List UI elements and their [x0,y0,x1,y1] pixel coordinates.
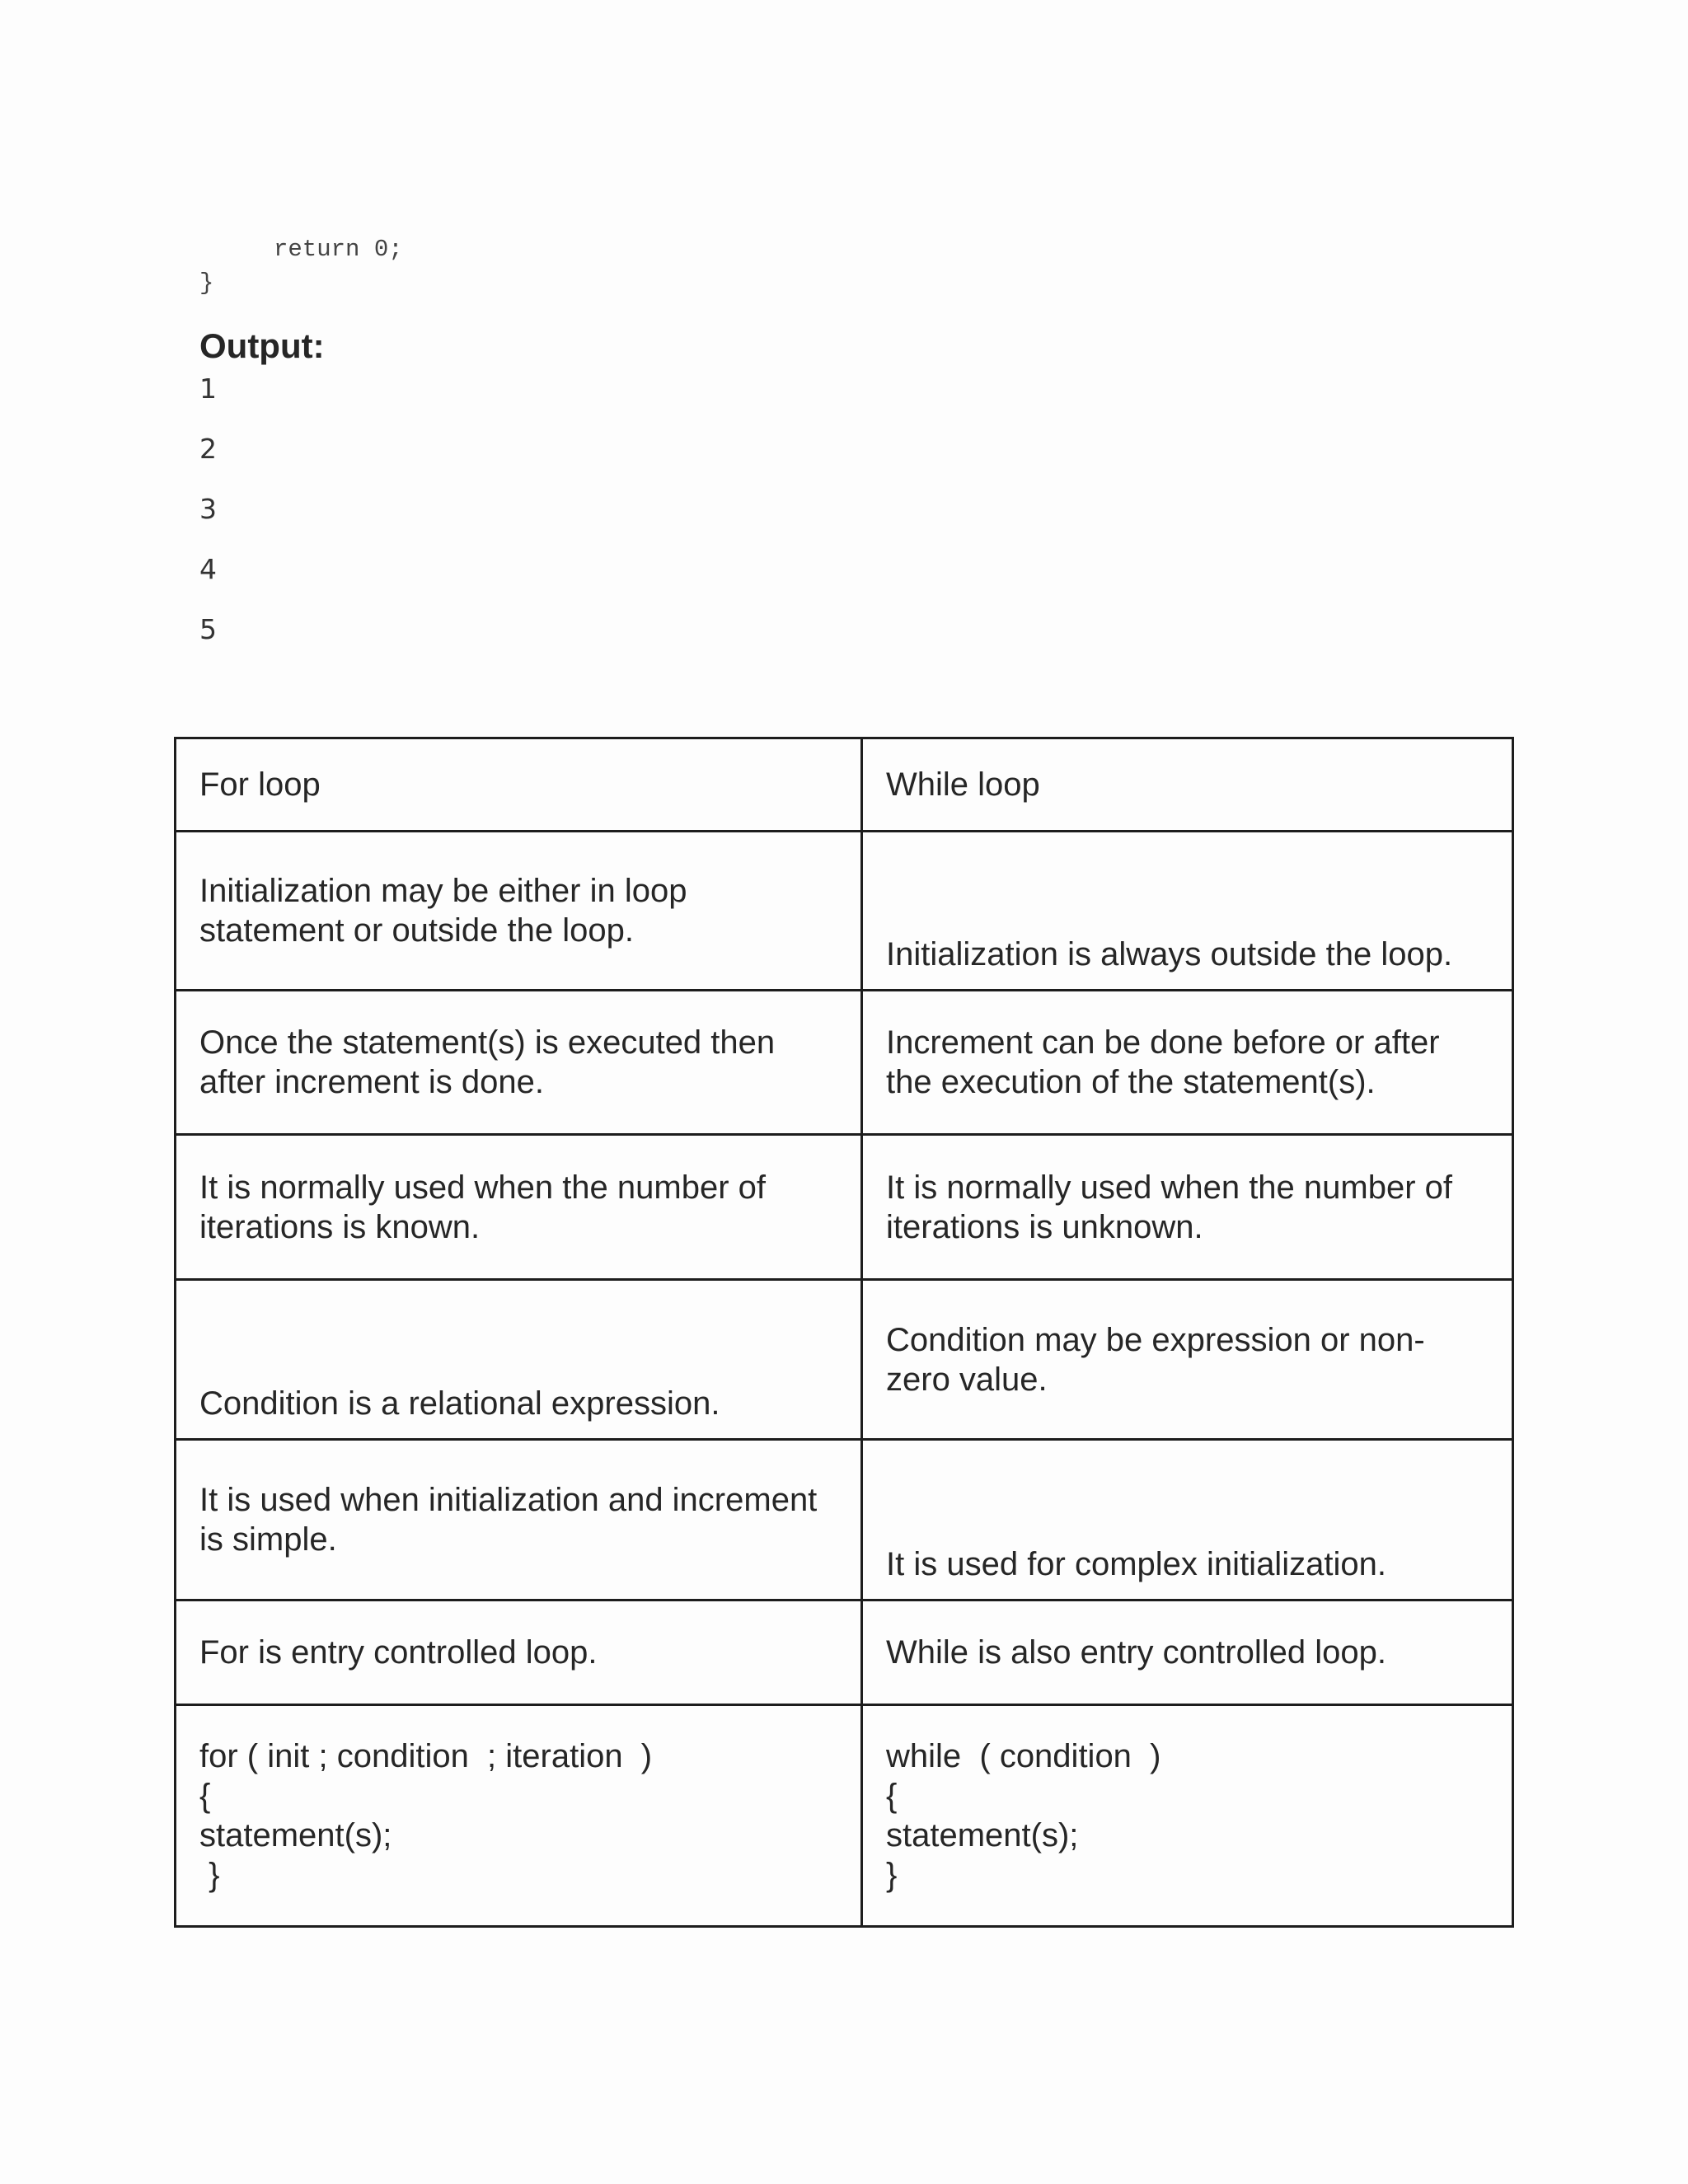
for-loop-cell: For is entry controlled loop. [176,1601,862,1705]
while-loop-cell: Increment can be done before or after the execution of the statement(s). [862,991,1513,1135]
while-loop-cell: While is also entry controlled loop. [862,1601,1513,1705]
for-loop-cell: It is normally used when the number of iterations is known. [176,1135,862,1280]
header-for-loop: For loop [176,738,862,832]
code-line-closing-brace: } [199,269,214,297]
table-row [176,832,1513,991]
comparison-table [174,737,1514,1928]
for-loop-cell: Condition is a relational expression. [176,1280,862,1440]
table-row [176,991,1513,1135]
for-loop-syntax: for ( init ; condition ; iteration ) { statement(s); } [199,1738,653,1893]
while-loop-syntax-cell [862,1705,1513,1927]
output-value: 4 [199,553,217,585]
table-row [176,1135,1513,1280]
for-loop-cell: Initialization may be either in loop statement or outside the loop. [176,832,862,991]
while-loop-cell: It is normally used when the number of iterations is unknown. [862,1135,1513,1280]
table-header-row [176,738,1513,832]
output-value: 5 [199,613,217,645]
output-values-list [199,373,217,673]
table-row [176,1705,1513,1927]
header-while-loop: While loop [862,738,1513,832]
for-loop-syntax-cell [176,1705,862,1927]
output-value: 2 [199,433,217,465]
output-value: 1 [199,373,217,405]
table-row [176,1601,1513,1705]
for-loop-cell: It is used when initialization and increment is simple. [176,1440,862,1601]
for-loop-cell: Once the statement(s) is executed then after increment is done. [176,991,862,1135]
while-loop-cell: It is used for complex initialization. [862,1440,1513,1601]
output-value: 3 [199,493,217,525]
while-loop-cell: Initialization is always outside the loop. [862,832,1513,991]
table-row [176,1280,1513,1440]
output-heading: Output: [199,326,325,365]
while-loop-syntax: while ( condition ) { statement(s); } [886,1738,1161,1893]
while-loop-cell: Condition may be expression or non-zero value. [862,1280,1513,1440]
code-line-return: return 0; [274,236,403,263]
table-row [176,1440,1513,1601]
